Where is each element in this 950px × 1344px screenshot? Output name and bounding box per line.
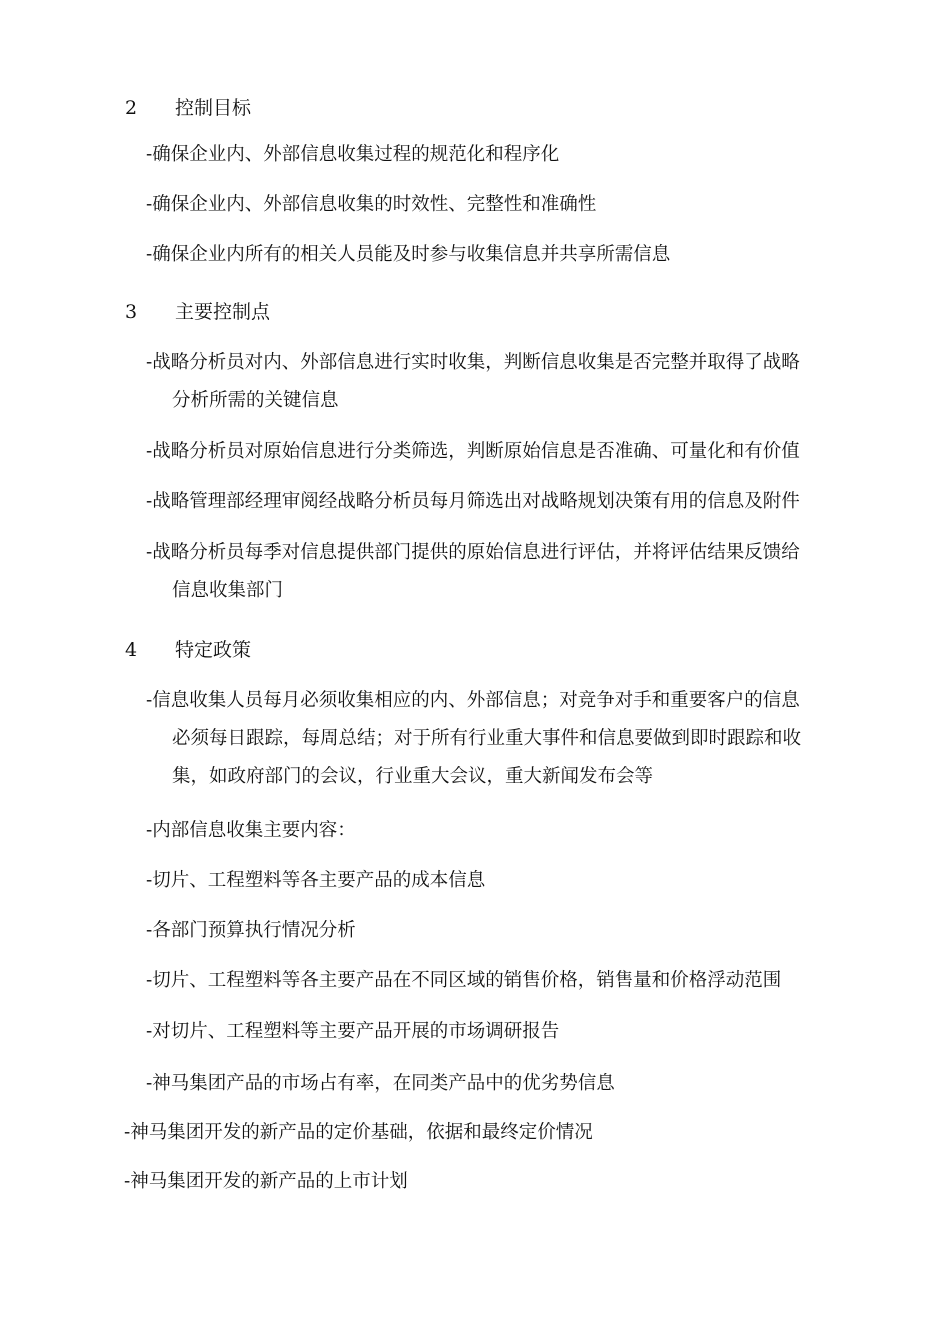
paragraph-line: -神马集团开发的新产品的定价基础，依据和最终定价情况 bbox=[124, 1122, 593, 1143]
paragraph-line: -战略分析员对内、外部信息进行实时收集，判断信息收集是否完整并取得了战略 bbox=[146, 352, 800, 373]
paragraph bbox=[146, 819, 876, 843]
paragraph-line: -信息收集人员每月必须收集相应的内、外部信息；对竞争对手和重要客户的信息 bbox=[146, 690, 800, 711]
paragraph-line: -切片、工程塑料等各主要产品在不同区域的销售价格，销售量和价格浮动范围 bbox=[146, 970, 782, 991]
section-title: 控制目标 bbox=[175, 97, 252, 119]
paragraph-line: 必须每日跟踪，每周总结；对于所有行业重大事件和信息要做到即时跟踪和收 bbox=[172, 728, 802, 749]
section-heading-4 bbox=[125, 638, 251, 662]
paragraph-line: -战略分析员对原始信息进行分类筛选，判断原始信息是否准确、可量化和有价值 bbox=[146, 441, 800, 462]
paragraph bbox=[146, 440, 876, 464]
section-number: 4 bbox=[125, 639, 138, 661]
paragraph bbox=[146, 1020, 876, 1044]
paragraph-line: -确保企业内、外部信息收集过程的规范化和程序化 bbox=[146, 144, 560, 165]
paragraph-line: 分析所需的关键信息 bbox=[172, 390, 339, 411]
paragraph-line: -神马集团产品的市场占有率，在同类产品中的优劣势信息 bbox=[146, 1073, 615, 1094]
paragraph-line: -神马集团开发的新产品的上市计划 bbox=[124, 1171, 408, 1192]
paragraph bbox=[146, 689, 876, 789]
paragraph-line: 信息收集部门 bbox=[172, 580, 284, 601]
paragraph-line: -确保企业内、外部信息收集的时效性、完整性和准确性 bbox=[146, 194, 597, 215]
paragraph-line: -各部门预算执行情况分析 bbox=[146, 920, 356, 941]
paragraph bbox=[146, 351, 876, 413]
paragraph-line: -内部信息收集主要内容： bbox=[146, 820, 356, 841]
section-title: 主要控制点 bbox=[175, 301, 271, 323]
paragraph bbox=[146, 919, 876, 943]
paragraph bbox=[146, 193, 876, 217]
paragraph-line: -对切片、工程塑料等主要产品开展的市场调研报告 bbox=[146, 1021, 560, 1042]
paragraph-line: -确保企业内所有的相关人员能及时参与收集信息并共享所需信息 bbox=[146, 244, 671, 265]
paragraph-line: -切片、工程塑料等各主要产品的成本信息 bbox=[146, 870, 486, 891]
paragraph bbox=[146, 969, 876, 993]
paragraph-line: -战略分析员每季对信息提供部门提供的原始信息进行评估，并将评估结果反馈给 bbox=[146, 542, 800, 563]
paragraph bbox=[146, 490, 876, 514]
paragraph bbox=[124, 1121, 854, 1145]
section-heading-3 bbox=[125, 300, 270, 324]
paragraph bbox=[146, 143, 876, 167]
paragraph bbox=[146, 1072, 876, 1096]
section-number: 3 bbox=[125, 301, 138, 323]
paragraph bbox=[124, 1170, 854, 1194]
paragraph bbox=[146, 869, 876, 893]
paragraph bbox=[146, 541, 876, 603]
paragraph-line: -战略管理部经理审阅经战略分析员每月筛选出对战略规划决策有用的信息及附件 bbox=[146, 491, 800, 512]
paragraph bbox=[146, 243, 876, 267]
section-title: 特定政策 bbox=[175, 639, 252, 661]
paragraph-line: 集，如政府部门的会议，行业重大会议，重大新闻发布会等 bbox=[172, 766, 654, 787]
section-heading-2 bbox=[125, 96, 251, 120]
section-number: 2 bbox=[125, 97, 138, 119]
